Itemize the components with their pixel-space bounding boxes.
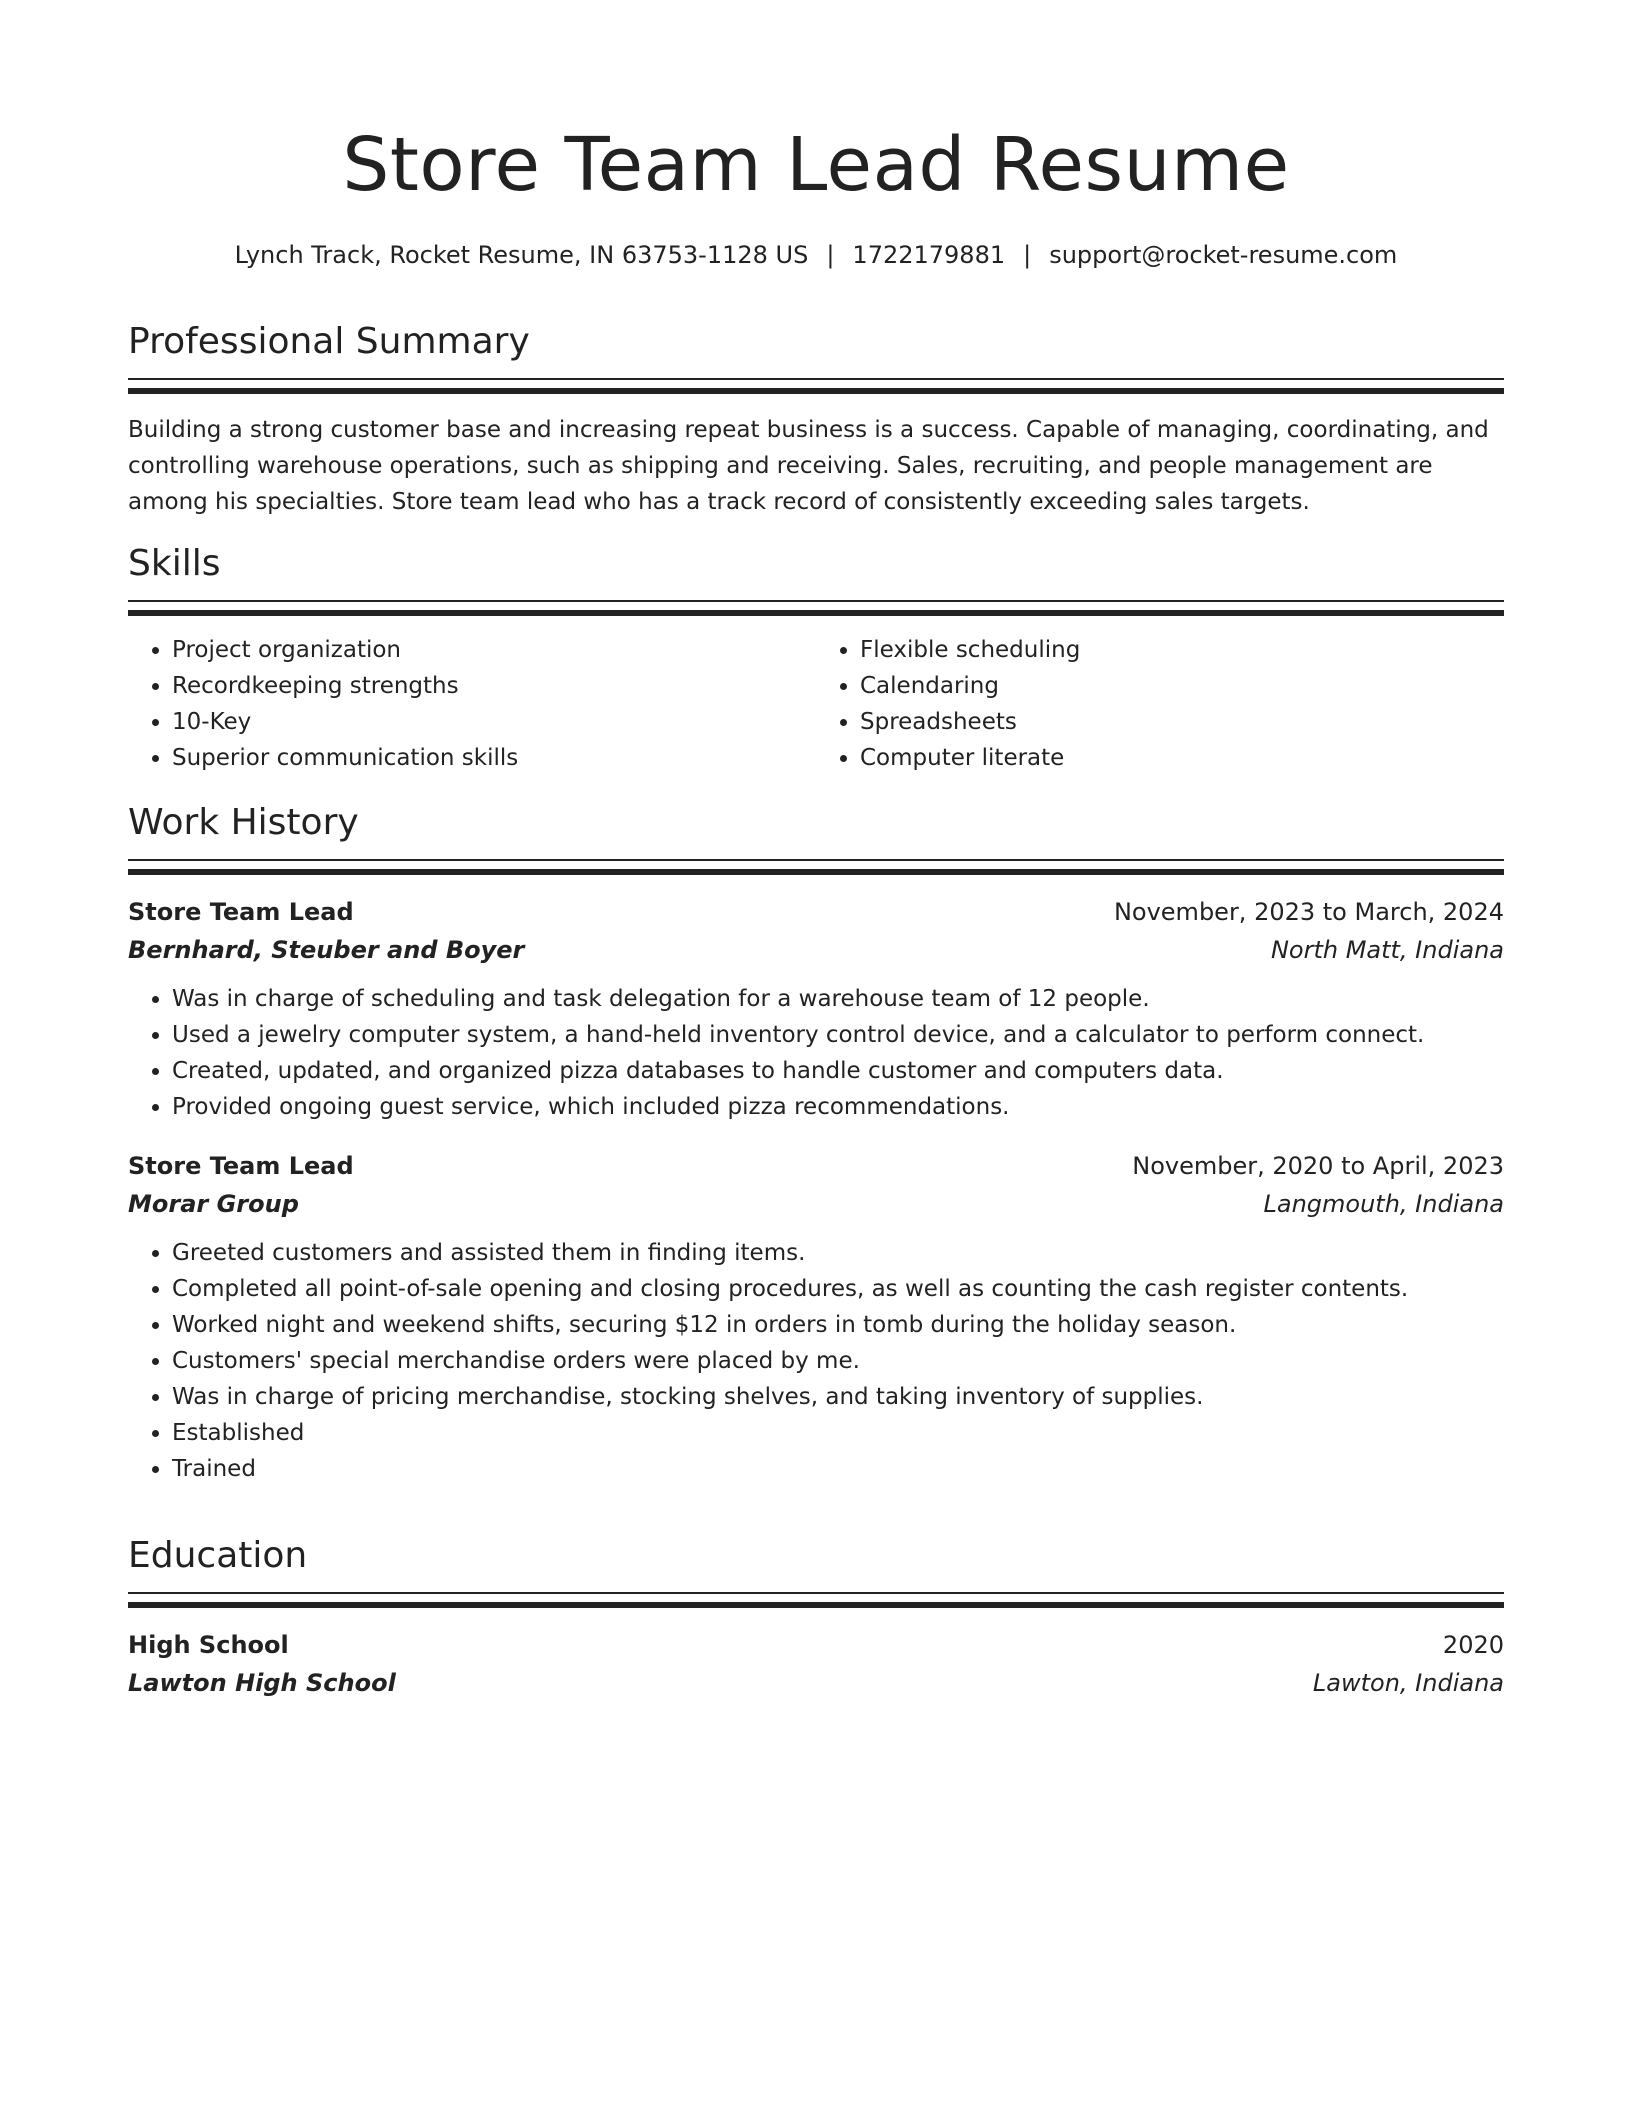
contact-separator: | [1023,241,1032,269]
job-dates: November, 2020 to April, 2023 [1132,1152,1504,1180]
job-location: Langmouth, Indiana [1263,1190,1504,1218]
job-header-row [128,1147,1504,1185]
job-dates: November, 2023 to March, 2024 [1113,898,1504,926]
resume-page [128,0,1504,1697]
section-divider [128,1592,1504,1594]
skill-item: • Flexible scheduling [860,632,1504,668]
summary-text: Building a strong customer base and increasing repeat business is a success. Capable of managing, coordinating, and controlling warehouse operations, such as shipping and receiving. Sales, recruiting, and people management are among his specialties. Store team lead who has a track record of consistently exceeding sales targets. [128,417,1489,515]
section-divider [128,859,1504,861]
education-degree: High School [128,1631,289,1659]
skills-grid [128,632,1504,776]
job-bullets [128,1235,1504,1487]
job-header-row [128,893,1504,931]
education-school: Lawton High School [128,1669,396,1697]
job-bullet: • Worked night and weekend shifts, securing $12 in orders in tomb during the holiday season. [172,1307,1504,1343]
education-entry [128,1626,1504,1702]
skill-item: • Recordkeeping strengths [172,668,816,704]
job-company: Bernhard, Steuber and Boyer [128,936,525,964]
skills-column-right [816,632,1504,776]
section-heading-summary: Professional Summary [128,321,530,362]
contact-email: support@rocket-resume.com [1049,241,1398,269]
job-company: Morar Group [128,1190,299,1218]
education-section [128,1534,1504,1702]
job-bullet: • Was in charge of pricing merchandise, stocking shelves, and taking inventory of supplies. [172,1379,1504,1415]
job-title: Store Team Lead [128,1152,354,1180]
job-bullet: • Used a jewelry computer system, a hand-held inventory control device, and a calculator to perform connect. [172,1017,1504,1053]
job-bullet: • Customers' special merchandise orders were placed by me. [172,1343,1504,1379]
job-location: North Matt, Indiana [1270,936,1504,964]
job-bullet: • Trained [172,1451,1504,1487]
skill-item: • 10-Key [172,704,816,740]
work-history-section [128,801,1504,1487]
job-bullet: • Completed all point-of-sale opening and closing procedures, as well as counting the cash register contents. [172,1271,1504,1307]
job-bullet: • Provided ongoing guest service, which included pizza recommendations. [172,1089,1504,1125]
contact-address: Lynch Track, Rocket Resume, IN 63753-1128 US [234,241,809,269]
job-bullet: • Was in charge of scheduling and task delegation for a warehouse team of 12 people. [172,981,1504,1017]
section-heading-education: Education [128,1535,308,1576]
professional-summary-section [128,320,1504,520]
education-year: 2020 [1442,1631,1504,1659]
section-divider [128,378,1504,380]
contact-separator: | [826,241,835,269]
skill-item: • Spreadsheets [860,704,1504,740]
skills-section [128,542,1504,776]
contact-phone: 1722179881 [852,241,1006,269]
job-entry [128,1147,1504,1487]
resume-title: Store Team Lead Resume [342,122,1290,208]
job-entry [128,893,1504,1125]
skill-item: • Superior communication skills [172,740,816,776]
education-subheader-row [128,1664,1504,1702]
job-subheader-row [128,1185,1504,1223]
skill-item: • Calendaring [860,668,1504,704]
job-title: Store Team Lead [128,898,354,926]
job-subheader-row [128,931,1504,969]
section-divider [128,600,1504,602]
education-location: Lawton, Indiana [1312,1669,1504,1697]
section-heading-skills: Skills [128,543,221,584]
job-bullets [128,981,1504,1125]
education-header-row [128,1626,1504,1664]
job-bullet: • Greeted customers and assisted them in finding items. [172,1235,1504,1271]
skill-item: • Project organization [172,632,816,668]
contact-line [128,240,1504,270]
job-bullet: • Created, updated, and organized pizza databases to handle customer and computers data. [172,1053,1504,1089]
skill-item: • Computer literate [860,740,1504,776]
skills-column-left [128,632,816,776]
job-bullet: • Established [172,1415,1504,1451]
section-heading-work: Work History [128,802,359,843]
